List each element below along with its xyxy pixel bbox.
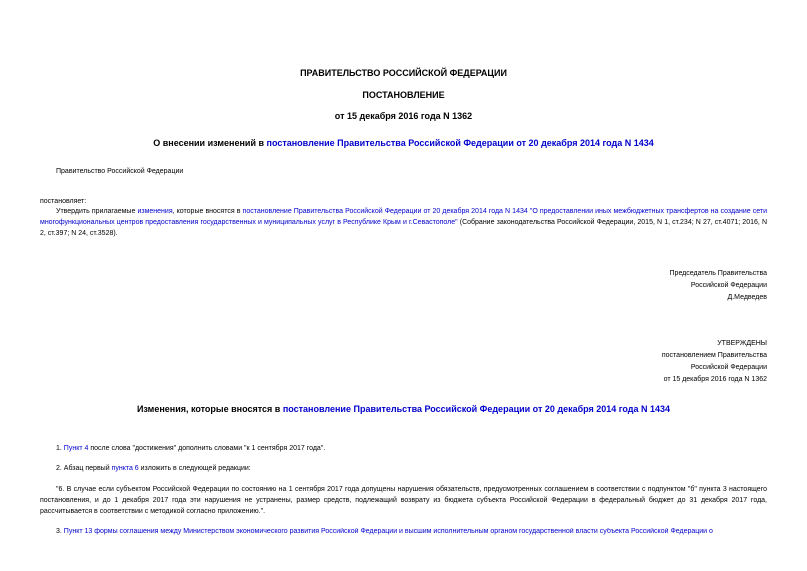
approved-block	[662, 338, 767, 386]
approved-org: Российской Федерации	[690, 364, 767, 371]
item-2	[56, 465, 251, 472]
quoted-paragraph: "6. В случае если субъектом Российской Федерации по состоянию на 1 сентября 2017 года допущены нарушения обязательств, предусмотренных соглашением в соответствии с подпунктом "б" пункта 3 настоящего постановления, и до 1 декабря 2017 года эти нарушения не устранены, размер средств, подлежащий возврату из бюджета субъекта Российской Федерации в федеральный бюджет до 31 декабря 2017 года, рассчитывается в соответствии с методикой согласно приложению.".	[40, 486, 767, 515]
item-1-text: после слова "достижения" дополнить словами "к 1 сентября 2017 года".	[88, 445, 326, 452]
item-2-link[interactable]: пункта 6	[111, 465, 139, 472]
signature-block	[670, 268, 767, 304]
title-link[interactable]: постановление Правительства Российской Федерации от 20 декабря 2014 года N 1434	[266, 138, 654, 148]
document-date-number: от 15 декабря 2016 года N 1362	[334, 111, 473, 121]
approved-date: от 15 декабря 2016 года N 1362	[663, 376, 767, 383]
item-3-num: 3.	[56, 528, 64, 535]
p1-text-3: (Собрание законодательства Российской Федерации, 2015, N 1, ст.234; N 27, ст.4071; 2016, N 2, ст.397; N 24, ст.3528).	[40, 219, 767, 237]
item-2-text-2: изложить в следующей редакции:	[138, 465, 251, 472]
item-3	[56, 528, 767, 535]
government-heading: ПРАВИТЕЛЬСТВО РОССИЙСКОЙ ФЕДЕРАЦИИ	[300, 68, 507, 78]
paragraph-approve	[40, 206, 767, 239]
item-2-text-1: 2. Абзац первый	[56, 465, 112, 472]
changes-title	[0, 404, 807, 414]
document-type: ПОСТАНОВЛЕНИЕ	[362, 90, 445, 100]
item-1-link[interactable]: Пункт 4	[63, 445, 89, 452]
changes-title-prefix: Изменения, которые вносятся в	[136, 404, 283, 414]
government-line: Правительство Российской Федерации	[56, 168, 184, 175]
signature-name: Д.Медведев	[727, 294, 767, 301]
signature-title: Председатель Правительства	[669, 270, 767, 277]
item-1	[56, 445, 325, 452]
document-title	[0, 138, 807, 148]
signature-org: Российской Федерации	[690, 282, 767, 289]
approved-label: УТВЕРЖДЕНЫ	[717, 340, 767, 347]
changes-title-link[interactable]: постановление Правительства Российской Федерации от 20 декабря 2014 года N 1434	[282, 404, 671, 414]
decides-line: постановляет:	[40, 198, 87, 205]
item-1-num: 1.	[56, 445, 64, 452]
item-3-link[interactable]: Пункт 13 формы соглашения между Министерством экономического развития Российской Федерации и высшим исполнительным органом государственной власти субъекта Российской Федерации о	[63, 528, 713, 535]
p1-text-1: Утвердить прилагаемые	[56, 208, 138, 215]
changes-link[interactable]: изменения	[137, 208, 173, 215]
title-prefix: О внесении изменений в	[153, 138, 267, 148]
p1-text-2: , которые вносятся в	[172, 208, 243, 215]
decree-1434-link[interactable]: постановление Правительства Российской Федерации от 20 декабря 2014 года N 1434 "О предоставлении иных межбюджетных трансфертов на создание сети многофункциональных центров предоставления государственных и муниципальных услуг в Республике Крым и г.Севастополе"	[40, 208, 767, 226]
approved-by: постановлением Правительства	[661, 352, 767, 359]
